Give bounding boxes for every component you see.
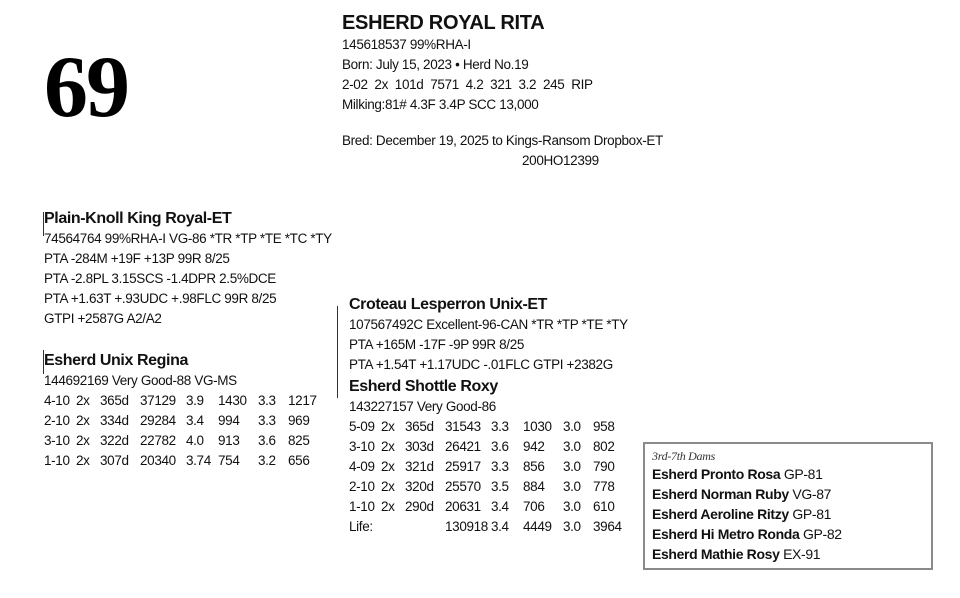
record-cell: 29284	[140, 413, 176, 428]
extended-dam-name: Esherd Norman Ruby	[652, 486, 789, 502]
record-cell: 3.0	[563, 479, 581, 494]
record-cell: 778	[593, 479, 615, 494]
granddam-record-row	[349, 437, 633, 457]
sire-name: Plain-Knoll King Royal-ET	[44, 210, 232, 227]
record-cell: 322d	[100, 433, 129, 448]
record-cell: 942	[523, 439, 545, 454]
dam-records	[44, 391, 328, 471]
record-cell: 3.4	[186, 413, 204, 428]
record-cell: 3.2	[258, 453, 276, 468]
life-cell: 3.4	[491, 519, 509, 534]
sire-info	[44, 209, 332, 329]
extended-dam-item	[652, 544, 931, 564]
record-cell: 5-09	[349, 419, 375, 434]
record-cell: 2x	[76, 453, 90, 468]
bred-sire-code: 200HO12399	[522, 153, 599, 168]
record-cell: 790	[593, 459, 615, 474]
record-cell: 1-10	[44, 453, 70, 468]
dam-record-row	[44, 391, 328, 411]
extended-dam-name: Esherd Pronto Rosa	[652, 466, 781, 482]
record-cell: 3.0	[563, 419, 581, 434]
granddam-record-row	[349, 477, 633, 497]
extended-dam-item	[652, 504, 931, 524]
dam-record-row	[44, 451, 328, 471]
extended-dam-score: GP-82	[803, 526, 842, 542]
record-cell: 754	[218, 453, 240, 468]
sire-line: PTA -284M +19F +13P 99R 8/25	[44, 251, 230, 266]
record-cell: 2x	[381, 479, 395, 494]
record-cell: 3.0	[563, 439, 581, 454]
granddam-records	[349, 417, 633, 537]
extended-dam-score: GP-81	[783, 466, 823, 482]
record-cell: 2x	[381, 459, 395, 474]
record-cell: 1430	[218, 393, 247, 408]
record-cell: 610	[593, 499, 615, 514]
record-cell: 3.5	[491, 479, 509, 494]
dam-registration: 144692169 Very Good-88 VG-MS	[44, 373, 237, 388]
record-cell: 2x	[76, 413, 90, 428]
animal-bred: Bred: December 19, 2025 to Kings-Ransom Dropbox-ET	[342, 133, 663, 148]
record-cell: 26421	[445, 439, 481, 454]
animal-born: Born: July 15, 2023 • Herd No.19	[342, 57, 529, 72]
record-cell: 3.74	[186, 453, 211, 468]
life-cell: 4449	[523, 519, 552, 534]
record-cell: 25917	[445, 459, 481, 474]
granddam-record-row	[349, 497, 633, 517]
record-cell: 825	[288, 433, 310, 448]
record-cell: 994	[218, 413, 240, 428]
record-cell: 3.3	[491, 459, 509, 474]
record-cell: 4-09	[349, 459, 375, 474]
dam-info	[44, 351, 328, 471]
record-cell: 3.3	[491, 419, 509, 434]
life-cell: 130918	[445, 519, 488, 534]
record-cell: 1-10	[349, 499, 375, 514]
record-cell: 2-10	[349, 479, 375, 494]
sire-line: 74564764 99%RHA-I VG-86 *TR *TP *TE *TC *TY	[44, 231, 332, 246]
granddam-record-row	[349, 457, 633, 477]
dam-sire-line: PTA +1.54T +1.17UDC -.01FLC GTPI +2382G	[349, 357, 613, 372]
extended-dam-item	[652, 464, 931, 484]
dam-record-row	[44, 431, 328, 451]
record-cell: 22782	[140, 433, 176, 448]
animal-milking: Milking:81# 4.3F 3.4P SCC 13,000	[342, 97, 539, 112]
record-cell: 3.0	[563, 499, 581, 514]
record-cell: 1030	[523, 419, 552, 434]
record-cell: 3.6	[258, 433, 276, 448]
extended-dam-score: EX-91	[783, 546, 821, 562]
granddam-record-row	[349, 417, 633, 437]
record-cell: 2x	[381, 419, 395, 434]
record-cell: 856	[523, 459, 545, 474]
extended-dam-name: Esherd Aeroline Ritzy	[652, 506, 789, 522]
granddam-name: Esherd Shottle Roxy	[349, 378, 498, 395]
record-cell: 969	[288, 413, 310, 428]
sire-line: PTA -2.8PL 3.15SCS -1.4DPR 2.5%DCE	[44, 271, 276, 286]
sire-line: GTPI +2587G A2/A2	[44, 311, 162, 326]
record-cell: 958	[593, 419, 615, 434]
extended-dam-name: Esherd Hi Metro Ronda	[652, 526, 800, 542]
record-cell: 884	[523, 479, 545, 494]
animal-record: 2-02 2x 101d 7571 4.2 321 3.2 245 RIP	[342, 77, 593, 92]
record-cell: 3.0	[563, 459, 581, 474]
record-cell: 2-10	[44, 413, 70, 428]
life-label: Life:	[349, 519, 373, 534]
animal-name: ESHERD ROYAL RITA	[342, 12, 545, 34]
life-cell: 3.0	[563, 519, 581, 534]
extended-dams-heading: 3rd-7th Dams	[652, 449, 715, 463]
record-cell: 20631	[445, 499, 481, 514]
animal-info	[342, 11, 663, 171]
record-cell: 3-10	[349, 439, 375, 454]
record-cell: 4-10	[44, 393, 70, 408]
record-cell: 290d	[405, 499, 434, 514]
record-cell: 365d	[100, 393, 129, 408]
record-cell: 4.0	[186, 433, 204, 448]
record-cell: 913	[218, 433, 240, 448]
extended-dam-score: VG-87	[792, 486, 832, 502]
life-cell: 3964	[593, 519, 622, 534]
extended-dam-item	[652, 484, 931, 504]
record-cell: 2x	[381, 499, 395, 514]
record-cell: 1217	[288, 393, 317, 408]
granddam-info	[349, 377, 633, 537]
animal-registration: 145618537 99%RHA-I	[342, 37, 471, 52]
dam-sire-line: PTA +165M -17F -9P 99R 8/25	[349, 337, 525, 352]
record-cell: 3.4	[491, 499, 509, 514]
record-cell: 31543	[445, 419, 481, 434]
record-cell: 2x	[381, 439, 395, 454]
sire-line: PTA +1.63T +.93UDC +.98FLC 99R 8/25	[44, 291, 277, 306]
record-cell: 802	[593, 439, 615, 454]
record-cell: 321d	[405, 459, 434, 474]
dam-sire-info	[349, 295, 628, 375]
record-cell: 20340	[140, 453, 176, 468]
extended-dams-box	[643, 442, 933, 570]
dam-sire-line: 107567492C Excellent-96-CAN *TR *TP *TE *TY	[349, 317, 628, 332]
extended-dam-score: GP-81	[792, 506, 832, 522]
dam-name: Esherd Unix Regina	[44, 352, 188, 369]
record-cell: 2x	[76, 393, 90, 408]
granddam-registration: 143227157 Very Good-86	[349, 399, 496, 414]
extended-dam-item	[652, 524, 931, 544]
dam-record-row	[44, 411, 328, 431]
record-cell: 334d	[100, 413, 129, 428]
record-cell: 365d	[405, 419, 434, 434]
record-cell: 320d	[405, 479, 434, 494]
extended-dams-list	[652, 464, 931, 564]
dam-sire-name: Croteau Lesperron Unix-ET	[349, 296, 548, 313]
record-cell: 3.3	[258, 413, 276, 428]
extended-dam-name: Esherd Mathie Rosy	[652, 546, 780, 562]
record-cell: 706	[523, 499, 545, 514]
record-cell: 3.9	[186, 393, 204, 408]
record-cell: 25570	[445, 479, 481, 494]
granddam-life-row	[349, 517, 633, 537]
record-cell: 3-10	[44, 433, 70, 448]
pedigree-bracket	[337, 306, 338, 398]
record-cell: 3.3	[258, 393, 276, 408]
record-cell: 3.6	[491, 439, 509, 454]
record-cell: 303d	[405, 439, 434, 454]
lot-number: 69	[44, 39, 128, 136]
record-cell: 2x	[76, 433, 90, 448]
record-cell: 37129	[140, 393, 176, 408]
record-cell: 307d	[100, 453, 129, 468]
record-cell: 656	[288, 453, 310, 468]
spacer	[342, 115, 663, 131]
